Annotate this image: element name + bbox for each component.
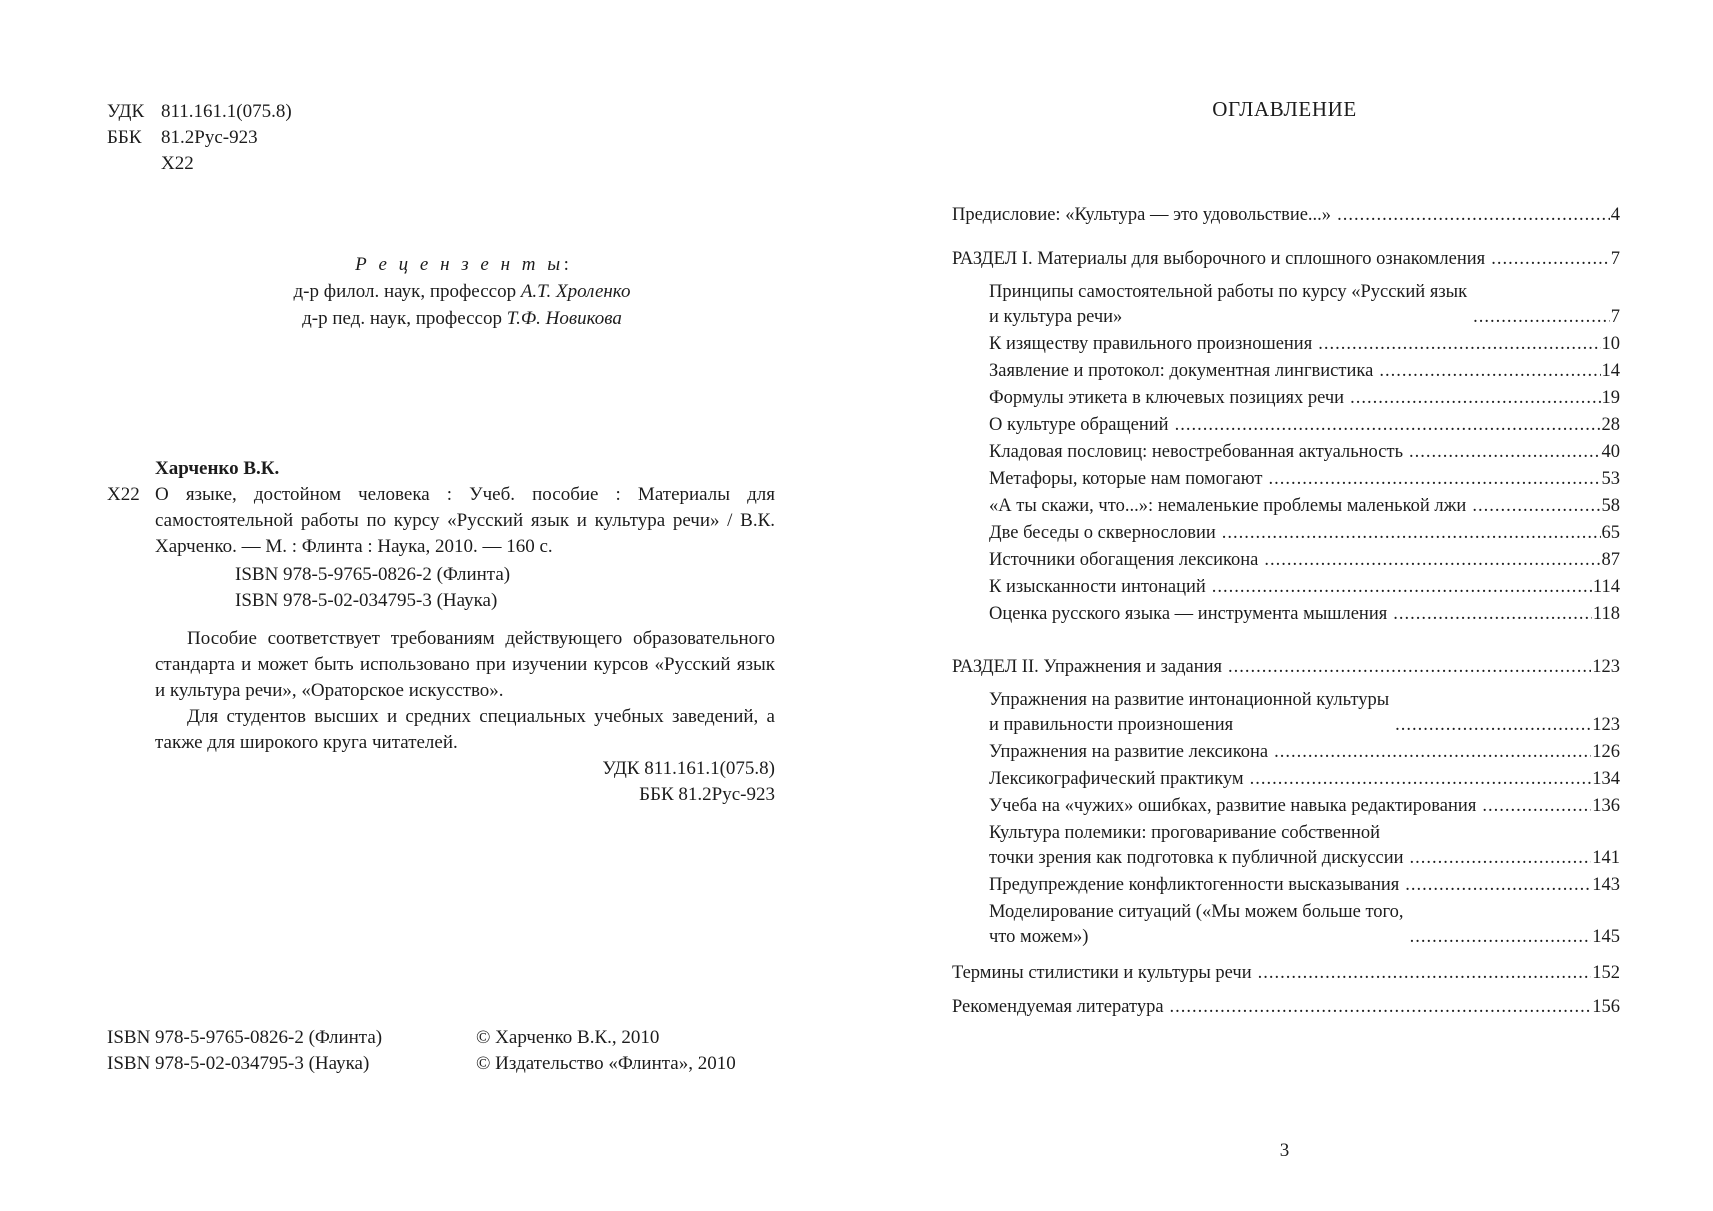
toc-leader-dots xyxy=(1222,521,1601,546)
toc-leader-dots xyxy=(1393,602,1592,627)
toc-entry-page: 123 xyxy=(1592,715,1620,735)
card-annotation xyxy=(107,626,775,808)
toc-leader-dots xyxy=(1337,203,1610,228)
toc-entry[interactable] xyxy=(952,602,1620,627)
toc-entry-title: Рекомендуемая литература xyxy=(952,997,1164,1017)
udk-line xyxy=(107,99,292,125)
toc-entry-section-2[interactable] xyxy=(952,655,1620,680)
card-author-mark: Х22 xyxy=(107,484,140,505)
toc-entry-page: 65 xyxy=(1601,523,1620,543)
reviewer-name: Т.Ф. Новикова xyxy=(506,308,622,329)
toc-entry-page: 152 xyxy=(1592,963,1620,983)
toc-entry-page: 28 xyxy=(1601,415,1620,435)
toc-entry-page: 7 xyxy=(1610,307,1620,327)
toc-entry-page: 10 xyxy=(1601,334,1620,354)
toc-entry-page: 87 xyxy=(1601,550,1620,570)
toc-entry-title xyxy=(989,280,1467,330)
toc-entry-page: 118 xyxy=(1592,604,1620,624)
toc-entry[interactable] xyxy=(952,873,1620,898)
toc-leader-dots xyxy=(1410,846,1592,871)
toc-entry-page: 134 xyxy=(1592,769,1620,789)
toc-entry[interactable] xyxy=(952,767,1620,792)
toc-entry-title: Метафоры, которые нам помогают xyxy=(989,469,1263,489)
right-page xyxy=(856,0,1713,1211)
reviewers-heading: Р е ц е н з е н т ы xyxy=(355,254,564,275)
toc-leader-dots xyxy=(1410,925,1592,950)
toc-entry[interactable] xyxy=(952,359,1620,384)
toc-entry-title-line1: Культура полемики: проговаривание собственной xyxy=(989,823,1381,843)
toc-entry-title-line1: Принципы самостоятельной работы по курсу «Русский язык xyxy=(989,282,1468,302)
toc-leader-dots xyxy=(1405,873,1591,898)
toc-leader-dots xyxy=(1250,767,1592,792)
classification-block xyxy=(107,99,292,177)
toc-entry-title: РАЗДЕЛ I. Материалы для выборочного и сплошного ознакомления xyxy=(952,249,1486,269)
toc-entry-title-line2: и культура речи» xyxy=(989,307,1123,327)
toc-entry[interactable] xyxy=(952,688,1620,738)
toc-leader-dots xyxy=(1228,655,1591,680)
toc-entry-title-line1: Упражнения на развитие интонационной культуры xyxy=(989,690,1390,710)
toc-entry-title xyxy=(989,900,1404,950)
toc-entry-title: «А ты скажи, что...»: немаленькие проблемы маленькой лжи xyxy=(989,496,1467,516)
toc-entry[interactable] xyxy=(952,900,1620,950)
copyright-row xyxy=(107,1051,736,1077)
toc-leader-dots xyxy=(1379,359,1600,384)
toc-entry[interactable] xyxy=(952,494,1620,519)
author-mark: Х22 xyxy=(161,153,194,174)
copyright-block xyxy=(107,1025,736,1077)
page-number: 3 xyxy=(1279,1140,1290,1161)
toc-entry-title: Две беседы о сквернословии xyxy=(989,523,1216,543)
reviewer-name: А.Т. Хроленко xyxy=(520,281,631,302)
toc-entry-title: К изяществу правильного произношения xyxy=(989,334,1313,354)
udk-value: 811.161.1(075.8) xyxy=(161,101,292,122)
toc-leader-dots xyxy=(1258,961,1592,986)
toc-leader-dots xyxy=(1472,494,1600,519)
copyright-holder: © Харченко В.К., 2010 xyxy=(476,1027,660,1048)
toc-entry-page: 4 xyxy=(1610,205,1620,225)
copyright-row xyxy=(107,1025,736,1051)
toc-entry-title: Оценка русского языка — инструмента мышления xyxy=(989,604,1388,624)
toc-entry-page: 58 xyxy=(1601,496,1620,516)
catalog-card xyxy=(107,456,775,808)
toc-leader-dots xyxy=(1395,713,1591,738)
toc-entry-page: 40 xyxy=(1601,442,1620,462)
toc-entry-title-line2: точки зрения как подготовка к публичной дискуссии xyxy=(989,848,1404,868)
toc-entry-page: 136 xyxy=(1592,796,1620,816)
toc-leader-dots xyxy=(1274,740,1591,765)
toc-entry[interactable] xyxy=(952,548,1620,573)
toc-entry-title: Источники обогащения лексикона xyxy=(989,550,1259,570)
toc-entry-page: 123 xyxy=(1592,657,1620,677)
toc-entry-title: Термины стилистики и культуры речи xyxy=(952,963,1252,983)
toc-entry[interactable] xyxy=(952,740,1620,765)
toc-entry[interactable] xyxy=(952,521,1620,546)
toc-entry-page: 114 xyxy=(1592,577,1620,597)
annotation-paragraph: Для студентов высших и средних специальных учебных заведений, а также для широкого круга читателей. xyxy=(155,706,775,753)
toc-entry[interactable] xyxy=(952,467,1620,492)
toc-entry-literature[interactable] xyxy=(952,995,1620,1020)
toc-entry-page: 7 xyxy=(1610,249,1620,269)
toc-entry[interactable] xyxy=(952,440,1620,465)
toc-entry-page: 141 xyxy=(1592,848,1620,868)
toc-leader-dots xyxy=(1409,440,1600,465)
toc-leader-dots xyxy=(1175,413,1601,438)
toc-entry-title-line1: Моделирование ситуаций («Мы можем больше того, xyxy=(989,902,1404,922)
toc-entry-section-1[interactable] xyxy=(952,247,1620,272)
bbk-value: 81.2Рус-923 xyxy=(161,127,258,148)
toc-entry[interactable] xyxy=(952,575,1620,600)
card-description: О языке, достойном человека : Учеб. пособие : Материалы для самостоятельной работы по курсу «Русский язык и культура речи» / В.К. Харченко. — М. : Флинта : Наука, 2010. — 160 с. xyxy=(155,484,775,557)
card-isbn-list xyxy=(155,562,775,614)
toc-entry-title: Заявление и протокол: документная лингвистика xyxy=(989,361,1374,381)
toc-entry[interactable] xyxy=(952,794,1620,819)
toc-entry-title-line2: что можем») xyxy=(989,927,1089,947)
reviewer-title: д-р филол. наук, профессор xyxy=(293,281,517,302)
toc-entry-page: 143 xyxy=(1592,875,1620,895)
toc-leader-dots xyxy=(1264,548,1600,573)
toc-entry-page: 19 xyxy=(1601,388,1620,408)
toc-leader-dots xyxy=(1491,247,1610,272)
toc-entry-title: РАЗДЕЛ II. Упражнения и задания xyxy=(952,657,1223,677)
toc-entry-title: Кладовая пословиц: невостребованная актуальность xyxy=(989,442,1404,462)
reviewer-1 xyxy=(150,278,774,305)
toc-entry[interactable] xyxy=(952,413,1620,438)
toc-entry-title-line2: и правильности произношения xyxy=(989,715,1234,735)
toc-entry-preface[interactable] xyxy=(952,203,1620,228)
reviewers-heading-line xyxy=(150,251,774,278)
toc-entry-title: Формулы этикета в ключевых позициях речи xyxy=(989,388,1345,408)
reviewer-title: д-р пед. наук, профессор xyxy=(302,308,502,329)
toc-entry[interactable] xyxy=(952,386,1620,411)
toc-entry-page: 145 xyxy=(1592,927,1620,947)
toc-leader-dots xyxy=(1473,305,1610,330)
reviewer-2 xyxy=(150,305,774,332)
toc-entry-title: Лексикографический практикум xyxy=(989,769,1244,789)
toc-entry[interactable] xyxy=(952,821,1620,871)
toc-title: ОГЛАВЛЕНИЕ xyxy=(1212,97,1357,121)
bbk-key: ББК xyxy=(107,127,142,148)
card-entry xyxy=(107,482,775,614)
left-page xyxy=(0,0,856,1211)
toc-entry-page: 126 xyxy=(1592,742,1620,762)
toc-entry-page: 156 xyxy=(1592,997,1620,1017)
toc-entry[interactable] xyxy=(952,332,1620,357)
toc-entry-title xyxy=(989,688,1389,738)
copyright-isbn: ISBN 978-5-9765-0826-2 (Флинта) xyxy=(107,1027,383,1048)
reviewers-block xyxy=(150,251,774,332)
toc-leader-dots xyxy=(1482,794,1591,819)
toc-entry-title xyxy=(989,821,1404,871)
toc-leader-dots xyxy=(1212,575,1592,600)
toc-entry-page: 14 xyxy=(1601,361,1620,381)
toc-entry-title: Учеба на «чужих» ошибках, развитие навыка редактирования xyxy=(989,796,1477,816)
toc-leader-dots xyxy=(1318,332,1600,357)
toc-leader-dots xyxy=(1350,386,1600,411)
card-author: Харченко В.К. xyxy=(155,458,280,479)
toc-leader-dots xyxy=(1170,995,1592,1020)
toc-entry-title: Предупреждение конфликтогенности высказывания xyxy=(989,875,1400,895)
udk-key: УДК xyxy=(107,101,145,122)
table-of-contents xyxy=(952,203,1620,1020)
toc-entry-title: Предисловие: «Культура — это удовольствие...» xyxy=(952,205,1332,225)
card-isbn-flinta: ISBN 978-5-9765-0826-2 (Флинта) xyxy=(235,564,511,585)
toc-entry-title: Упражнения на развитие лексикона xyxy=(989,742,1269,762)
toc-entry-page: 53 xyxy=(1601,469,1620,489)
toc-entry-title: О культуре обращений xyxy=(989,415,1169,435)
reviewers-heading-colon: : xyxy=(563,254,569,275)
annotation-paragraph: Пособие соответствует требованиям действующего образовательного стандарта и может быть использовано при изучении курсов «Русский язык и культура речи», «Ораторское искусство». xyxy=(155,628,775,701)
card-bbk: ББК 81.2Рус-923 xyxy=(639,784,775,805)
bbk-line xyxy=(107,125,292,151)
copyright-holder: © Издательство «Флинта», 2010 xyxy=(476,1053,736,1074)
card-udk: УДК 811.161.1(075.8) xyxy=(602,758,775,779)
toc-entry-title: К изысканности интонаций xyxy=(989,577,1206,597)
toc-leader-dots xyxy=(1268,467,1600,492)
copyright-isbn: ISBN 978-5-02-034795-3 (Наука) xyxy=(107,1053,370,1074)
toc-entry[interactable] xyxy=(952,280,1620,330)
card-isbn-nauka: ISBN 978-5-02-034795-3 (Наука) xyxy=(235,590,498,611)
toc-entry-terms[interactable] xyxy=(952,961,1620,986)
